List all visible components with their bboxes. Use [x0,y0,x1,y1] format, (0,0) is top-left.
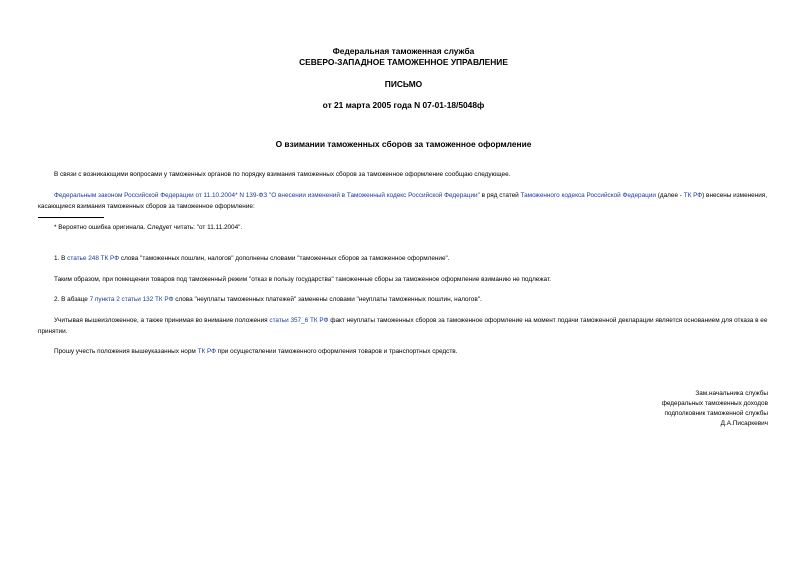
link-tk-rf[interactable]: ТК РФ [683,192,703,199]
paragraph-law-changes [38,191,768,212]
department-name: СЕВЕРО-ЗАПАДНОЕ ТАМОЖЕННОЕ УПРАВЛЕНИЕ [299,57,508,67]
paragraph-text: слова "неуплаты таможенных платежей" заменены словами "неуплаты таможенных пошлин, налогов". [173,296,482,303]
footnote-divider [38,217,104,218]
signature-rank: подполковник таможенной службы [664,410,768,417]
paragraph-text: при осуществлении таможенного оформления товаров и транспортных средств. [216,348,458,355]
signature-department: федеральных таможенных доходов [661,400,768,407]
link-article-357-6[interactable]: статьи 357_6 ТК РФ [269,317,329,324]
paragraph-item-1 [38,254,768,265]
paragraph-text: (далее - [655,192,684,199]
signature-position: Зам.начальника службы [695,390,768,397]
paragraph-text: слова "таможенных пошлин, налогов" дополнены словами "таможенных сборов за таможенное оформление". [119,255,450,262]
paragraph-text: факт неуплаты таможенных сборов за таможенное оформление на момент подачи таможенной декларации является основанием для отказа в ее принятии. [38,317,768,335]
paragraph-text: в ряд статей [479,192,521,199]
signature-name: Д.А.Писаркевич [720,420,768,427]
paragraph-text: Учитывая вышеизложенное, а также принимая во внимание положения [54,317,270,324]
link-article-248[interactable]: статье 248 ТК РФ [67,255,120,262]
link-customs-code[interactable]: Таможенного кодекса Российской Федерации [520,192,656,199]
paragraph-intro: В связи с возникающими вопросами у таможенных органов по порядку взимания таможенных сборов за таможенное оформление сообщаю следующее. [54,171,511,178]
paragraph-text: Прошу учесть положения вышеуказанных норм [54,348,198,355]
link-article-132[interactable]: 7 пункта 2 статьи 132 ТК РФ [89,296,174,303]
paragraph-conclusion-2 [38,316,768,337]
document-type: ПИСЬМО [384,79,423,89]
paragraph-text: 1. В [54,255,68,262]
paragraph-text: 2. В абзаце [54,296,90,303]
document-date-number: от 21 марта 2005 года N 07-01-18/5048ф [322,100,485,110]
paragraph-text: ) внесены изменения, касающиеся взимания таможенных сборов за таможенное оформление: [38,192,768,210]
paragraph-conclusion-1: Таким образом, при помещении товаров под таможенный режим "отказ в пользу государства" таможенные сборы за таможенное оформление взиманию не подлежат. [54,276,551,283]
document-subject: О взимании таможенных сборов за таможенное оформление [275,139,532,149]
agency-name: Федеральная таможенная служба [332,46,475,56]
footnote: * Вероятно ошибка оригинала. Следует читать: "от 11.11.2004". [54,224,243,231]
paragraph-request [38,347,768,358]
paragraph-item-2 [38,295,768,306]
link-federal-law[interactable]: Федеральным законом Российской Федерации от 11.10.2004* N 139-ФЗ "О внесении изменений в Таможенный кодекс Российской Федерации" [54,192,480,199]
link-tk-rf-2[interactable]: ТК РФ [197,348,217,355]
